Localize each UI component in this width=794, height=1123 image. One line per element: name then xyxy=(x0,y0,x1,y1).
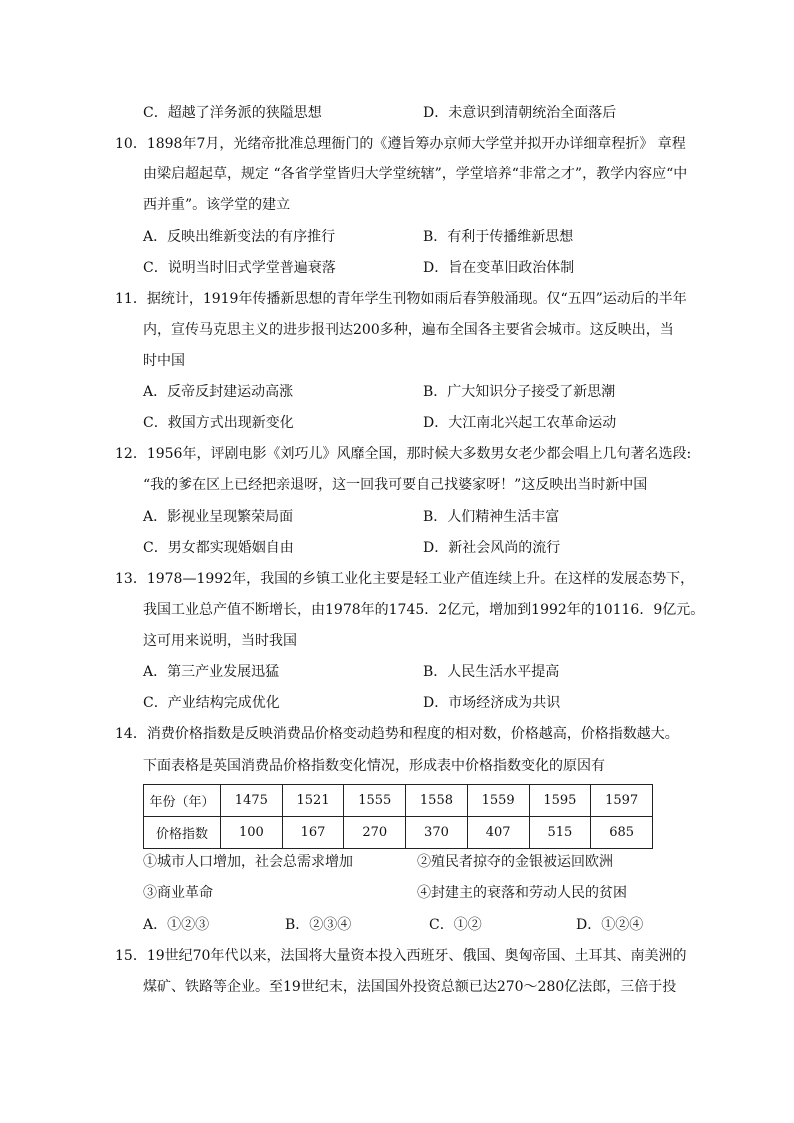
table-cell-index: 100 xyxy=(221,817,283,849)
q14-option-c: C．①② xyxy=(429,917,482,933)
table-cell-year: 1555 xyxy=(344,785,406,817)
q9-option-c: C．超越了洋务派的狭隘思想 xyxy=(143,105,322,121)
table-header-year: 年份（年） xyxy=(144,785,221,817)
q14-option-b: B．②③④ xyxy=(285,917,352,933)
q14-option-a: A．①②③ xyxy=(143,917,210,933)
q14-statement-1: ①城市人口增加，社会总需求增加 xyxy=(143,854,353,870)
table-cell-year: 1597 xyxy=(591,785,653,817)
q12-stem-line-1: 12．1956年，评剧电影《刘巧儿》风靡全国，那时候大多数男女老少都会唱上几句著名选段: xyxy=(115,446,692,462)
table-cell-index: 685 xyxy=(591,817,653,849)
q14-statement-2: ②殖民者掠夺的金银被运回欧洲 xyxy=(417,854,613,870)
q14-statement-3: ③商业革命 xyxy=(143,885,213,901)
q15-stem-line-1: 15．19世纪70年代以来，法国将大量资本投入西班牙、俄国、奥匈帝国、土耳其、南美洲的 xyxy=(115,948,687,964)
q12-option-b: B．人们精神生活丰富 xyxy=(423,509,560,525)
q14-stem-line-1: 14．消费价格指数是反映消费品价格变动趋势和程度的相对数，价格越高，价格指数越大。 xyxy=(115,726,679,742)
q10-stem-line-1: 10．1898年7月，光绪帝批准总理衙门的《遵旨筹办京师大学堂并拟开办详细章程折》 章程 xyxy=(115,136,686,152)
q10-option-a: A．反映出维新变法的有序推行 xyxy=(143,229,336,245)
q9-option-d: D．未意识到清朝统治全面落后 xyxy=(423,105,617,121)
q10-option-b: B．有利于传播维新思想 xyxy=(423,229,574,245)
q14-option-d: D．①②④ xyxy=(576,917,644,933)
q11-option-a: A．反帝反封建运动高涨 xyxy=(143,384,294,400)
q12-option-a: A．影视业呈现繁荣局面 xyxy=(143,509,294,525)
q10-stem-line-3: 西并重”。该学堂的建立 xyxy=(143,197,291,213)
q11-stem-line-2: 内，宣传马克思主义的进步报刊达200多种，遍布全国各主要省会城市。这反映出，当 xyxy=(143,322,674,338)
q11-option-c: C．救国方式出现新变化 xyxy=(143,415,294,431)
q13-option-b: B．人民生活水平提高 xyxy=(423,664,560,680)
q13-option-c: C．产业结构完成优化 xyxy=(143,695,280,711)
q11-option-d: D．大江南北兴起工农革命运动 xyxy=(423,415,617,431)
q13-stem-line-2: 我国工业总产值不断增长，由1978年的1745．2亿元，增加到1992年的10116．9亿元。 xyxy=(143,602,705,618)
q11-stem-line-1: 11．据统计，1919年传播新思想的青年学生刊物如雨后春笋般涌现。仅“五四”运动后的半年 xyxy=(115,291,687,307)
q10-option-c: C．说明当时旧式学堂普遍衰落 xyxy=(143,260,336,276)
table-cell-index: 515 xyxy=(529,817,591,849)
table-cell-index: 370 xyxy=(406,817,468,849)
table-cell-year: 1558 xyxy=(406,785,468,817)
table-row-indices xyxy=(144,817,653,849)
table-cell-year: 1559 xyxy=(467,785,529,817)
q15-stem-line-2: 煤矿、铁路等企业。至19世纪末，法国国外投资总额已达270～280亿法郎，三倍于投 xyxy=(143,979,677,995)
table-cell-index: 407 xyxy=(467,817,529,849)
q11-option-b: B．广大知识分子接受了新思潮 xyxy=(423,384,616,400)
price-index-table xyxy=(143,784,653,849)
q13-option-a: A．第三产业发展迅猛 xyxy=(143,664,280,680)
q12-option-c: C．男女都实现婚姻自由 xyxy=(143,540,294,556)
q13-option-d: D．市场经济成为共识 xyxy=(423,695,561,711)
q14-stem-line-2: 下面表格是英国消费品价格指数变化情况，形成表中价格指数变化的原因有 xyxy=(143,758,605,774)
table-cell-year: 1521 xyxy=(282,785,344,817)
q13-stem-line-3: 这可用来说明，当时我国 xyxy=(143,633,297,649)
q10-stem-line-2: 由梁启超起草，规定 “各省学堂皆归大学堂统辖”，学堂培养“非常之才”，教学内容应“中 xyxy=(143,166,688,182)
table-cell-year: 1475 xyxy=(221,785,283,817)
q11-stem-line-3: 时中国 xyxy=(143,353,185,369)
q14-statement-4: ④封建主的衰落和劳动人民的贫困 xyxy=(417,885,627,901)
table-row-years xyxy=(144,785,653,817)
q12-option-d: D．新社会风尚的流行 xyxy=(423,540,561,556)
table-cell-index: 270 xyxy=(344,817,406,849)
q10-option-d: D．旨在变革旧政治体制 xyxy=(423,260,575,276)
table-header-index: 价格指数 xyxy=(144,817,221,849)
q12-stem-line-2: “我的爹在区上已经把亲退呀，这一回我可要自己找婆家呀！”这反映出当时新中国 xyxy=(143,477,648,493)
q13-stem-line-1: 13．1978—1992年，我国的乡镇工业化主要是轻工业产值连续上升。在这样的发展态势下， xyxy=(115,571,695,587)
table-cell-index: 167 xyxy=(282,817,344,849)
table-cell-year: 1595 xyxy=(529,785,591,817)
